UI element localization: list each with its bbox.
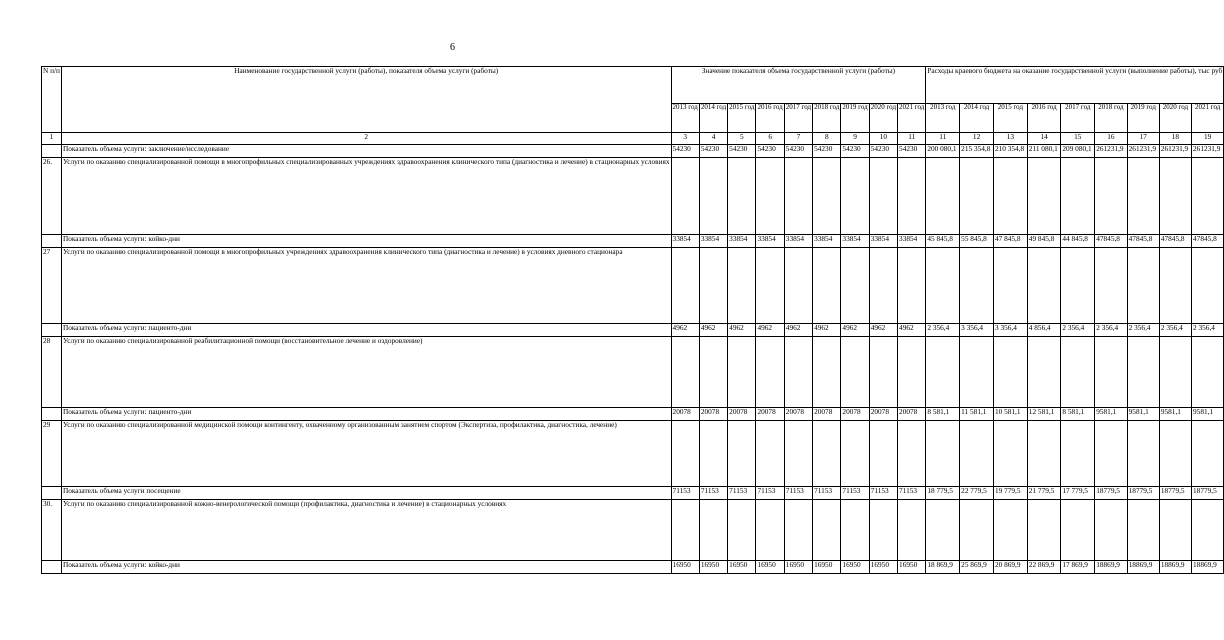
expense-year-header-6: 2018 год (1095, 104, 1127, 133)
volume-value: 16950 (699, 561, 727, 574)
expense-year-header-2: 2014 год (960, 104, 994, 133)
expense-value (1127, 158, 1159, 235)
volume-year-header-9: 2021 год (898, 104, 926, 133)
volume-value (784, 421, 812, 487)
volume-value: 54230 (898, 145, 926, 158)
volume-value: 54230 (869, 145, 897, 158)
volume-value: 16950 (728, 561, 756, 574)
expense-value: 2 356,4 (1192, 324, 1224, 337)
column-number-16: 15 (1061, 133, 1095, 145)
volume-value: 20078 (784, 408, 812, 421)
indicator-row (42, 561, 1224, 574)
expense-value (1061, 500, 1095, 561)
volume-value: 54230 (728, 145, 756, 158)
volume-value: 4962 (784, 324, 812, 337)
expense-value (926, 158, 960, 235)
expense-value: 18 869,9 (926, 561, 960, 574)
volume-value (813, 158, 841, 235)
row-number: 30. (42, 500, 62, 561)
volume-value (898, 500, 926, 561)
expense-value: 18869,9 (1192, 561, 1224, 574)
column-number-19: 18 (1159, 133, 1191, 145)
volume-value (671, 158, 699, 235)
expense-value: 2 356,4 (1095, 324, 1127, 337)
volume-year-header-8: 2020 год (869, 104, 897, 133)
volume-year-header-7: 2019 год (841, 104, 869, 133)
volume-value (784, 158, 812, 235)
col-header-name: Наименование государственной услуги (работы), показателя объема услуги (работы) (61, 67, 671, 133)
expense-value (960, 337, 994, 408)
expense-value: 18869,9 (1095, 561, 1127, 574)
column-number-2: 2 (61, 133, 671, 145)
expense-value: 17 779,5 (1061, 487, 1095, 500)
volume-value: 54230 (784, 145, 812, 158)
volume-value (841, 158, 869, 235)
expense-value: 47845,8 (1127, 235, 1159, 248)
volume-value (756, 421, 784, 487)
volume-value: 16950 (869, 561, 897, 574)
expense-value (993, 248, 1027, 324)
expense-value (1027, 337, 1061, 408)
volume-value (756, 248, 784, 324)
indicator-name: Показатель объема услуги: пациенто-дни (61, 408, 671, 421)
column-number-11: 11 (898, 133, 926, 145)
expense-year-header-9: 2021 год (1192, 104, 1224, 133)
expense-value (1095, 337, 1127, 408)
expense-value: 2 356,4 (926, 324, 960, 337)
column-number-4: 4 (699, 133, 727, 145)
volume-value (898, 158, 926, 235)
expense-value: 19 779,5 (993, 487, 1027, 500)
expense-value (1127, 500, 1159, 561)
volume-value (869, 500, 897, 561)
expense-year-header-7: 2019 год (1127, 104, 1159, 133)
expense-value (926, 500, 960, 561)
expense-value: 18869,9 (1159, 561, 1191, 574)
volume-value: 4962 (671, 324, 699, 337)
volume-value: 16950 (671, 561, 699, 574)
expense-value: 18779,5 (1127, 487, 1159, 500)
expense-value (993, 500, 1027, 561)
column-number-9: 9 (841, 133, 869, 145)
service-name: Услуги по оказанию специализированной помощи в многопрофильных специализированных учреждениях здравоохранения клинического типа (диагностика и лечение) в стационарных условиях (61, 158, 671, 235)
volume-value: 4962 (756, 324, 784, 337)
expense-value (1095, 500, 1127, 561)
volume-value: 71153 (869, 487, 897, 500)
row-number (42, 408, 62, 421)
expense-value: 209 080,1 (1061, 145, 1095, 158)
expense-value: 261231,9 (1127, 145, 1159, 158)
volume-value (784, 248, 812, 324)
indicator-row (42, 487, 1224, 500)
row-number: 28 (42, 337, 62, 408)
volume-year-header-5: 2017 год (784, 104, 812, 133)
expense-value (960, 158, 994, 235)
expense-value: 4 856,4 (1027, 324, 1061, 337)
volume-value (671, 248, 699, 324)
volume-value (784, 337, 812, 408)
service-row (42, 337, 1224, 408)
expense-value: 47845,8 (1159, 235, 1191, 248)
expense-value: 261231,9 (1159, 145, 1191, 158)
volume-value: 20078 (728, 408, 756, 421)
expense-value (1127, 337, 1159, 408)
indicator-name: Показатель объема услуги посещение (61, 487, 671, 500)
volume-value: 71153 (756, 487, 784, 500)
volume-value (869, 248, 897, 324)
expense-value: 55 845,8 (960, 235, 994, 248)
expense-value: 9581,1 (1159, 408, 1191, 421)
expense-value: 200 080,1 (926, 145, 960, 158)
column-number-14: 13 (993, 133, 1027, 145)
volume-value (699, 248, 727, 324)
volume-value (671, 337, 699, 408)
column-number-7: 7 (784, 133, 812, 145)
volume-value (841, 500, 869, 561)
row-number (42, 145, 62, 158)
volume-value: 16950 (756, 561, 784, 574)
expense-value: 18779,5 (1192, 487, 1224, 500)
page-number: 6 (450, 42, 455, 53)
volume-value: 20078 (841, 408, 869, 421)
column-number-13: 12 (960, 133, 994, 145)
expense-value: 20 869,9 (993, 561, 1027, 574)
service-row (42, 248, 1224, 324)
expense-value (1061, 421, 1095, 487)
indicator-row (42, 324, 1224, 337)
volume-value (869, 158, 897, 235)
expense-value (960, 248, 994, 324)
volume-value (699, 500, 727, 561)
indicator-name: Показатель объема услуги: заключение/исследование (61, 145, 671, 158)
expense-year-header-4: 2016 год (1027, 104, 1061, 133)
expense-value (1027, 158, 1061, 235)
volume-value: 33854 (898, 235, 926, 248)
volume-value: 71153 (784, 487, 812, 500)
expense-value: 44 845,8 (1061, 235, 1095, 248)
volume-value (869, 421, 897, 487)
volume-value (898, 248, 926, 324)
volume-value (699, 337, 727, 408)
expense-value: 45 845,8 (926, 235, 960, 248)
volume-value (813, 248, 841, 324)
expense-value: 47845,8 (1192, 235, 1224, 248)
volume-value: 20078 (869, 408, 897, 421)
volume-value (728, 158, 756, 235)
expense-value (1095, 421, 1127, 487)
expense-value (1159, 337, 1191, 408)
expense-value (1061, 158, 1095, 235)
expense-value (1192, 421, 1224, 487)
volume-value (728, 248, 756, 324)
volume-value (813, 500, 841, 561)
volume-value: 54230 (699, 145, 727, 158)
expense-value (1159, 158, 1191, 235)
volume-value (728, 500, 756, 561)
col-header-number: N п/п (42, 67, 62, 133)
volume-value: 4962 (699, 324, 727, 337)
expense-value (1192, 500, 1224, 561)
volume-value: 33854 (813, 235, 841, 248)
volume-value: 33854 (784, 235, 812, 248)
expense-year-header-3: 2015 год (993, 104, 1027, 133)
column-number-1: 1 (42, 133, 62, 145)
volume-value: 4962 (813, 324, 841, 337)
column-number-8: 8 (813, 133, 841, 145)
expense-value: 2 356,4 (1061, 324, 1095, 337)
expense-value: 47 845,8 (993, 235, 1027, 248)
volume-value (671, 500, 699, 561)
expense-value: 2 356,4 (1127, 324, 1159, 337)
expense-value (926, 421, 960, 487)
volume-value (699, 158, 727, 235)
indicator-name: Показатель объема услуги: пациенто-дни (61, 324, 671, 337)
expense-value (1095, 248, 1127, 324)
volume-year-header-4: 2016 год (756, 104, 784, 133)
volume-value: 4962 (841, 324, 869, 337)
column-number-17: 16 (1095, 133, 1127, 145)
col-group-expense: Расходы краевого бюджета на оказание государственной услуги (выполнение работы), тыс руб (926, 67, 1224, 104)
volume-value: 54230 (813, 145, 841, 158)
volume-value: 71153 (699, 487, 727, 500)
row-number (42, 561, 62, 574)
expense-value (1159, 421, 1191, 487)
expense-value (1192, 337, 1224, 408)
expense-value: 11 581,1 (960, 408, 994, 421)
indicator-row (42, 145, 1224, 158)
volume-value: 71153 (813, 487, 841, 500)
volume-value: 54230 (841, 145, 869, 158)
volume-value: 33854 (869, 235, 897, 248)
column-number-20: 19 (1192, 133, 1224, 145)
service-name: Услуги по оказанию специализированной кожно-венерологической помощи (профилактика, диагностика и лечение) в стационарных условиях (61, 500, 671, 561)
volume-value: 33854 (728, 235, 756, 248)
service-name: Услуги по оказанию специализированной помощи в многопрофильных учреждениях здравоохранения клинического типа (диагностика и лечение) в условиях дневного стационара (61, 248, 671, 324)
expense-value (1192, 158, 1224, 235)
expense-value (1027, 248, 1061, 324)
expense-value (960, 500, 994, 561)
row-number: 29 (42, 421, 62, 487)
volume-value (813, 337, 841, 408)
volume-value: 33854 (699, 235, 727, 248)
volume-value (728, 421, 756, 487)
volume-value (756, 337, 784, 408)
volume-value: 16950 (841, 561, 869, 574)
volume-value: 71153 (671, 487, 699, 500)
expense-value (1192, 248, 1224, 324)
volume-value (699, 421, 727, 487)
volume-value (898, 421, 926, 487)
volume-value: 71153 (841, 487, 869, 500)
expense-value: 12 581,1 (1027, 408, 1061, 421)
expense-value (1061, 248, 1095, 324)
expense-value (1027, 421, 1061, 487)
expense-value (1061, 337, 1095, 408)
expense-value: 8 581,1 (1061, 408, 1095, 421)
expense-value (993, 158, 1027, 235)
indicator-row (42, 235, 1224, 248)
volume-value: 4962 (869, 324, 897, 337)
expense-value: 22 779,5 (960, 487, 994, 500)
column-number-3: 3 (671, 133, 699, 145)
expense-value (926, 337, 960, 408)
expense-value (1159, 248, 1191, 324)
expense-value: 25 869,9 (960, 561, 994, 574)
volume-value: 4962 (898, 324, 926, 337)
volume-value: 16950 (813, 561, 841, 574)
expense-value: 9581,1 (1127, 408, 1159, 421)
volume-value (869, 337, 897, 408)
expense-value (926, 248, 960, 324)
expense-value (993, 421, 1027, 487)
volume-value (898, 337, 926, 408)
volume-value: 33854 (841, 235, 869, 248)
expense-value: 21 779,5 (1027, 487, 1061, 500)
volume-value: 16950 (784, 561, 812, 574)
expense-value: 9581,1 (1192, 408, 1224, 421)
expense-value (1159, 500, 1191, 561)
services-table (41, 66, 1224, 574)
expense-value: 261231,9 (1192, 145, 1224, 158)
expense-year-header-8: 2020 год (1159, 104, 1191, 133)
volume-year-header-2: 2014 год (699, 104, 727, 133)
expense-value (1027, 500, 1061, 561)
volume-value: 4962 (728, 324, 756, 337)
volume-value (841, 248, 869, 324)
row-number: 26. (42, 158, 62, 235)
volume-value (841, 421, 869, 487)
volume-value (756, 158, 784, 235)
expense-value (960, 421, 994, 487)
column-number-5: 5 (728, 133, 756, 145)
volume-value: 54230 (671, 145, 699, 158)
expense-value: 9581,1 (1095, 408, 1127, 421)
column-number-6: 6 (756, 133, 784, 145)
indicator-name: Показатель объема услуги: койко-дни (61, 561, 671, 574)
volume-value: 16950 (898, 561, 926, 574)
volume-value: 20078 (671, 408, 699, 421)
volume-value: 33854 (756, 235, 784, 248)
expense-value: 49 845,8 (1027, 235, 1061, 248)
volume-value: 20078 (813, 408, 841, 421)
expense-value: 8 581,1 (926, 408, 960, 421)
expense-value: 18779,5 (1159, 487, 1191, 500)
expense-value: 261231,9 (1095, 145, 1127, 158)
expense-year-header-1: 2013 год (926, 104, 960, 133)
indicator-row (42, 408, 1224, 421)
volume-year-header-6: 2018 год (813, 104, 841, 133)
volume-year-header-3: 2015 год (728, 104, 756, 133)
volume-value (671, 421, 699, 487)
col-group-volume: Значение показателя объема государственной услуги (работы) (671, 67, 926, 104)
expense-value: 2 356,4 (1159, 324, 1191, 337)
volume-value (756, 500, 784, 561)
service-row (42, 421, 1224, 487)
column-number-18: 17 (1127, 133, 1159, 145)
column-number-10: 10 (869, 133, 897, 145)
expense-value: 18869,9 (1127, 561, 1159, 574)
volume-value (813, 421, 841, 487)
expense-value (1095, 158, 1127, 235)
service-name: Услуги по оказанию специализированной медицинской помощи контингенту, охваченному организованным занятием спортом (Экспертиза, профилактика, диагностика, лечение) (61, 421, 671, 487)
volume-value: 71153 (728, 487, 756, 500)
volume-value: 20078 (898, 408, 926, 421)
row-number (42, 235, 62, 248)
expense-value: 210 354,8 (993, 145, 1027, 158)
volume-value: 33854 (671, 235, 699, 248)
volume-year-header-1: 2013 год (671, 104, 699, 133)
expense-value: 17 869,9 (1061, 561, 1095, 574)
column-number-12: 11 (926, 133, 960, 145)
volume-value (841, 337, 869, 408)
expense-value (1127, 421, 1159, 487)
expense-value: 22 869,9 (1027, 561, 1061, 574)
column-number-15: 14 (1027, 133, 1061, 145)
volume-value (784, 500, 812, 561)
volume-value (728, 337, 756, 408)
volume-value: 20078 (756, 408, 784, 421)
expense-value: 18 779,5 (926, 487, 960, 500)
service-row (42, 500, 1224, 561)
service-name: Услуги по оказанию специализированной реабилитационной помощи (восстановительное лечение и оздоровление) (61, 337, 671, 408)
indicator-name: Показатель объема услуги: койко-дни (61, 235, 671, 248)
expense-value: 18779,5 (1095, 487, 1127, 500)
volume-value: 20078 (699, 408, 727, 421)
service-row (42, 158, 1224, 235)
expense-value (993, 337, 1027, 408)
volume-value: 71153 (898, 487, 926, 500)
expense-value (1127, 248, 1159, 324)
expense-value: 47845,8 (1095, 235, 1127, 248)
expense-value: 10 581,1 (993, 408, 1027, 421)
row-number: 27 (42, 248, 62, 324)
volume-value: 54230 (756, 145, 784, 158)
expense-year-header-5: 2017 год (1061, 104, 1095, 133)
expense-value: 3 356,4 (960, 324, 994, 337)
row-number (42, 487, 62, 500)
row-number (42, 324, 62, 337)
expense-value: 215 354,8 (960, 145, 994, 158)
expense-value: 211 080,1 (1027, 145, 1061, 158)
expense-value: 3 356,4 (993, 324, 1027, 337)
